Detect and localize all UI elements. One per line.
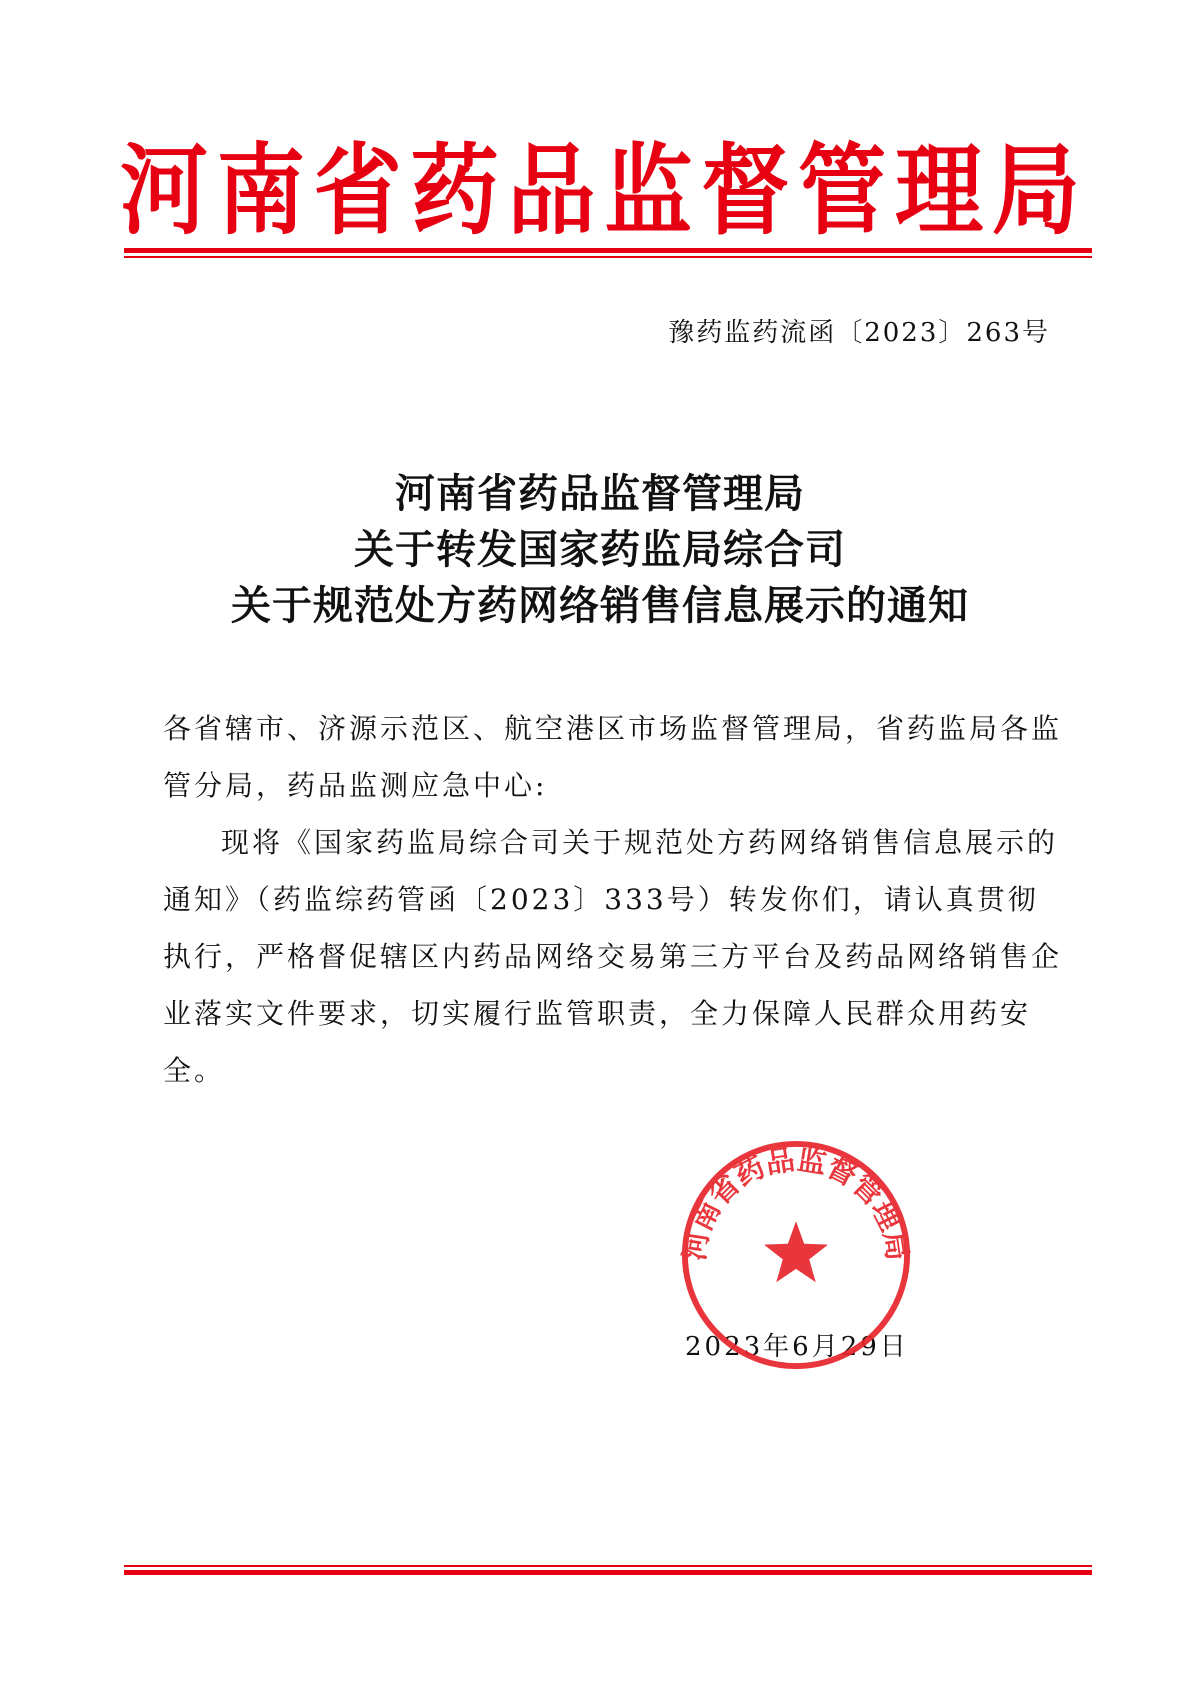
seal-text-path: 河南省药品监督管理局: [677, 1142, 915, 1263]
recipients-paragraph: 各省辖市、济源示范区、航空港区市场监督管理局，省药监局各监管分局，药品监测应急中心:: [163, 712, 1063, 802]
document-body: [163, 700, 1063, 1099]
main-paragraph: 现将《国家药监局综合司关于规范处方药网络销售信息展示的通知》（药监综药管函〔2023〕333号）转发你们，请认真贯彻执行，严格督促辖区内药品网络交易第三方平台及药品网络销售企业落实文件要求，切实履行监管职责，全力保障人民群众用药安全。: [163, 826, 1063, 1087]
title-line-1: 河南省药品监督管理局: [395, 470, 805, 517]
masthead-char: 省: [313, 131, 402, 248]
masthead-char: 管: [798, 131, 887, 248]
footer-rule-thin: [124, 1565, 1092, 1567]
masthead-char: 监: [604, 131, 693, 248]
title-line-3: 关于规范处方药网络销售信息展示的通知: [231, 582, 969, 629]
masthead-char: 南: [216, 131, 305, 248]
star-icon: [764, 1221, 828, 1282]
footer-rule: [124, 1565, 1092, 1575]
header-rule-thin: [124, 256, 1092, 258]
masthead-char: 督: [701, 131, 790, 248]
official-seal: [677, 1136, 915, 1374]
issue-date: 2023年6月29日: [685, 1332, 909, 1362]
masthead-char: 理: [895, 131, 984, 248]
title-line-2: 关于转发国家药监局综合司: [354, 526, 846, 573]
header-rule: [124, 248, 1092, 258]
header-rule-thick: [124, 248, 1092, 253]
masthead-char: 河: [120, 131, 209, 248]
document-number: 豫药监药流函〔2023〕263号: [668, 318, 1050, 348]
footer-rule-thick: [124, 1570, 1092, 1575]
masthead-title: [120, 128, 1080, 251]
masthead-char: 品: [507, 131, 596, 248]
masthead-char: 药: [410, 131, 499, 248]
document-title: [120, 466, 1080, 634]
masthead-char: 局: [991, 131, 1080, 248]
